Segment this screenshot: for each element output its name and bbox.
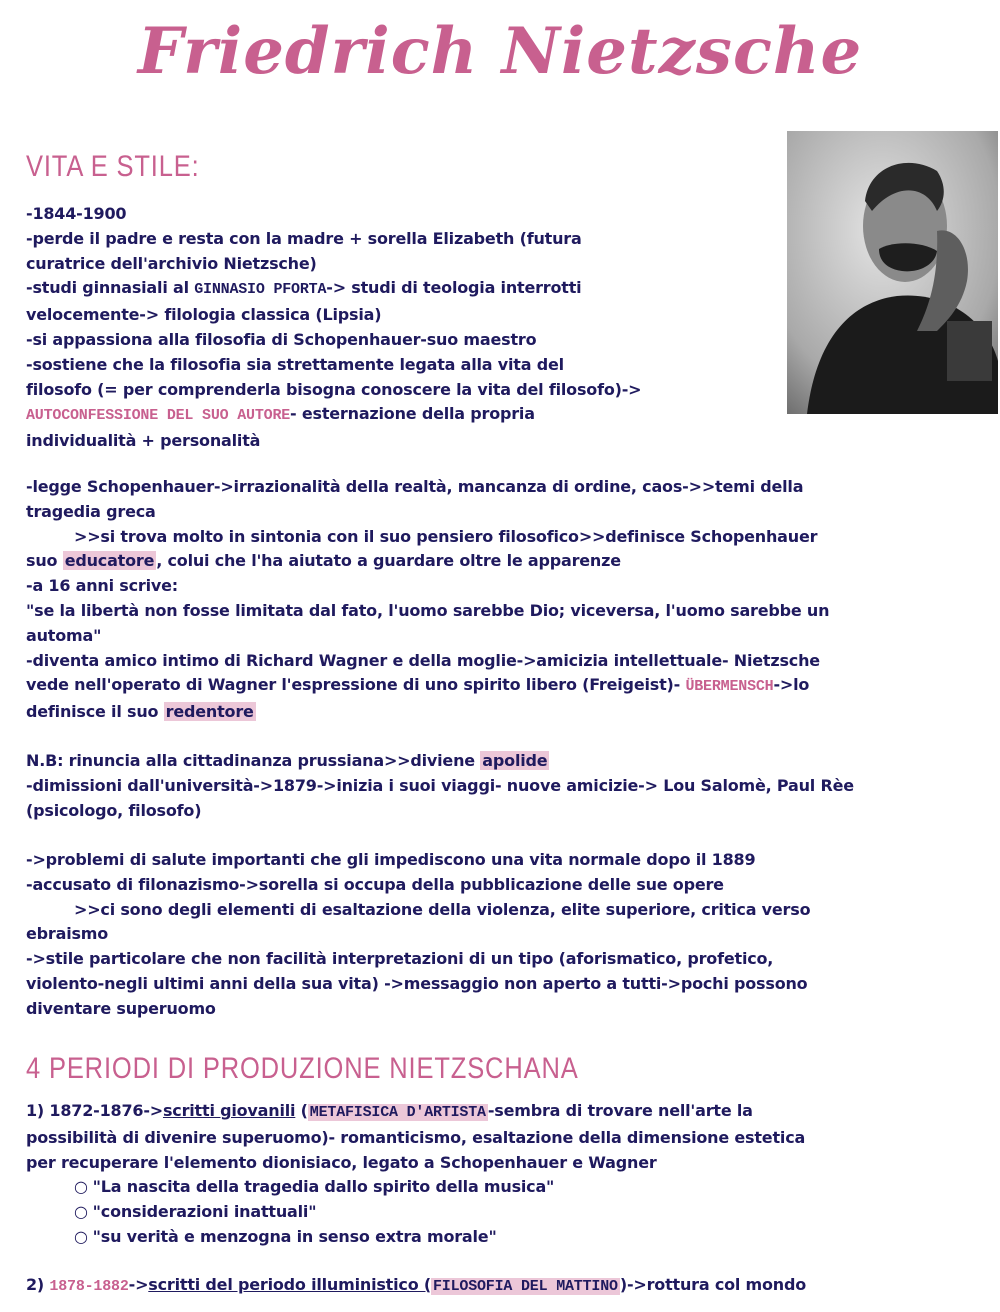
text-line: ->problemi di salute importanti che gli impediscono una vita normale dopo il 1889 <box>26 850 756 869</box>
schopenhauer-paragraph <box>26 475 976 725</box>
text-line: -diventa amico intimo di Richard Wagner e della moglie->amicizia intellettuale- Nietzsche <box>26 650 820 670</box>
text-line: vede nell'operato di Wagner l'espressione di uno spirito libero (Freigeist)- ÜBERMENSCH->lo <box>26 675 810 696</box>
text-line: possibilità di divenire superuomo)- romanticismo, esaltazione della dimensione estetica <box>26 1127 806 1147</box>
periodo-2-dates: 1878-1882 <box>49 1278 129 1295</box>
highlight-redentore: redentore <box>165 702 254 722</box>
text-line: (psicologo, filosofo) <box>26 800 202 820</box>
text-line: -studi ginnasiali al GINNASIO PFORTA-> studi di teologia interrotti <box>26 278 582 299</box>
highlight-apolide: apolide <box>482 751 548 770</box>
vita-paragraph <box>26 202 976 454</box>
text-line: -sostiene che la filosofia sia strettamente legata alla vita del <box>26 354 564 374</box>
text-line: per recuperare l'elemento dionisiaco, legato a Schopenhauer e Wagner <box>26 1152 657 1172</box>
text-line: velocemente-> filologia classica (Lipsia) <box>26 305 382 325</box>
periodi-paragraph <box>26 1099 976 1250</box>
scritti-giovanili: scritti giovanili <box>162 1101 296 1120</box>
text-line: definisce il suo redentore <box>26 702 254 722</box>
text-line: -a 16 anni scrive: <box>26 576 178 596</box>
list-item: ○ "La nascita della tragedia dallo spirito della musica" <box>26 1175 976 1200</box>
text-line: suo educatore , colui che l'ha aiutato a guardare oltre le apparenze <box>26 551 621 571</box>
text-line: AUTOCONFESSIONE DEL SUO AUTORE- esternazione della propria <box>26 404 535 425</box>
text-line: violento-negli ultimi anni della sua vita) ->messaggio non aperto a tutti->pochi possono <box>26 973 808 993</box>
text-line: filosofo (= per comprenderla bisogna conoscere la vita del filosofo)-> <box>26 379 642 399</box>
salute-paragraph <box>26 848 976 1022</box>
autoconfessione-term: AUTOCONFESSIONE DEL SUO AUTORE <box>26 407 291 425</box>
nb-paragraph <box>26 749 976 823</box>
text-line: -perde il padre e resta con la madre + sorella Elizabeth (futura <box>26 228 582 248</box>
text-line: -legge Schopenhauer->irrazionalità della realtà, mancanza di ordine, caos->>temi della <box>26 477 804 496</box>
text-line: 1) 1872-1876->scritti giovanili ( METAFISICA D'ARTISTA -sembra di trovare nell'arte la <box>26 1101 753 1121</box>
periodo-2-paragraph <box>26 1273 976 1300</box>
text-line: curatrice dell'archivio Nietzsche) <box>26 253 317 273</box>
text-line: ->stile particolare che non facilità interpretazioni di un tipo (aforismatico, profetico, <box>26 949 774 969</box>
text-line: automa" <box>26 625 102 645</box>
section-heading-periodi: 4 PERIODI DI PRODUZIONE NIETZSCHANA <box>26 1052 579 1085</box>
text-line: tragedia greca <box>26 501 156 521</box>
scritti-illuministici: scritti del periodo illuministico ( <box>148 1275 431 1294</box>
text-line: -1844-1900 <box>26 204 127 223</box>
text-line: -dimissioni dall'università->1879->inizia i suoi viaggi- nuove amicizie-> Lou Salomè, Paul Rèe <box>26 775 854 795</box>
text-line: "se la libertà non fosse limitata dal fato, l'uomo sarebbe Dio; viceversa, l'uomo sarebbe un <box>26 600 830 620</box>
page-title: Friedrich Nietzsche <box>137 14 863 89</box>
text-line: individualità + personalità <box>26 431 261 451</box>
highlight-educatore: educatore <box>64 551 155 571</box>
text-line: >>si trova molto in sintonia con il suo pensiero filosofico>>definisce Schopenhauer <box>74 526 818 546</box>
text-line: >>ci sono degli elementi di esaltazione della violenza, elite superiore, critica verso <box>74 899 811 919</box>
section-heading-vita: VITA E STILE: <box>26 150 200 183</box>
text-line: 2) 1878-1882->scritti del periodo illuministico ( FILOSOFIA DEL MATTINO )->rottura col mondo <box>26 1275 807 1295</box>
ubermensch-term: ÜBERMENSCH <box>685 678 774 696</box>
highlight-metafisica: METAFISICA D'ARTISTA <box>309 1104 486 1121</box>
text-line: ebraismo <box>26 924 109 944</box>
text-line: -accusato di filonazismo->sorella si occupa della pubblicazione delle sue opere <box>26 874 724 894</box>
ginnasio-name: GINNASIO PFORTA <box>194 281 327 299</box>
highlight-filosofia-mattino: FILOSOFIA DEL MATTINO <box>432 1278 618 1295</box>
list-item: ○ "su verità e menzogna in senso extra morale" <box>26 1225 976 1250</box>
text-line: -si appassiona alla filosofia di Schopenhauer-suo maestro <box>26 329 537 349</box>
list-item: ○ "considerazioni inattuali" <box>26 1200 976 1225</box>
text-line: diventare superuomo <box>26 998 216 1018</box>
text-line: N.B: rinuncia alla cittadinanza prussiana>>diviene apolide <box>26 751 548 770</box>
